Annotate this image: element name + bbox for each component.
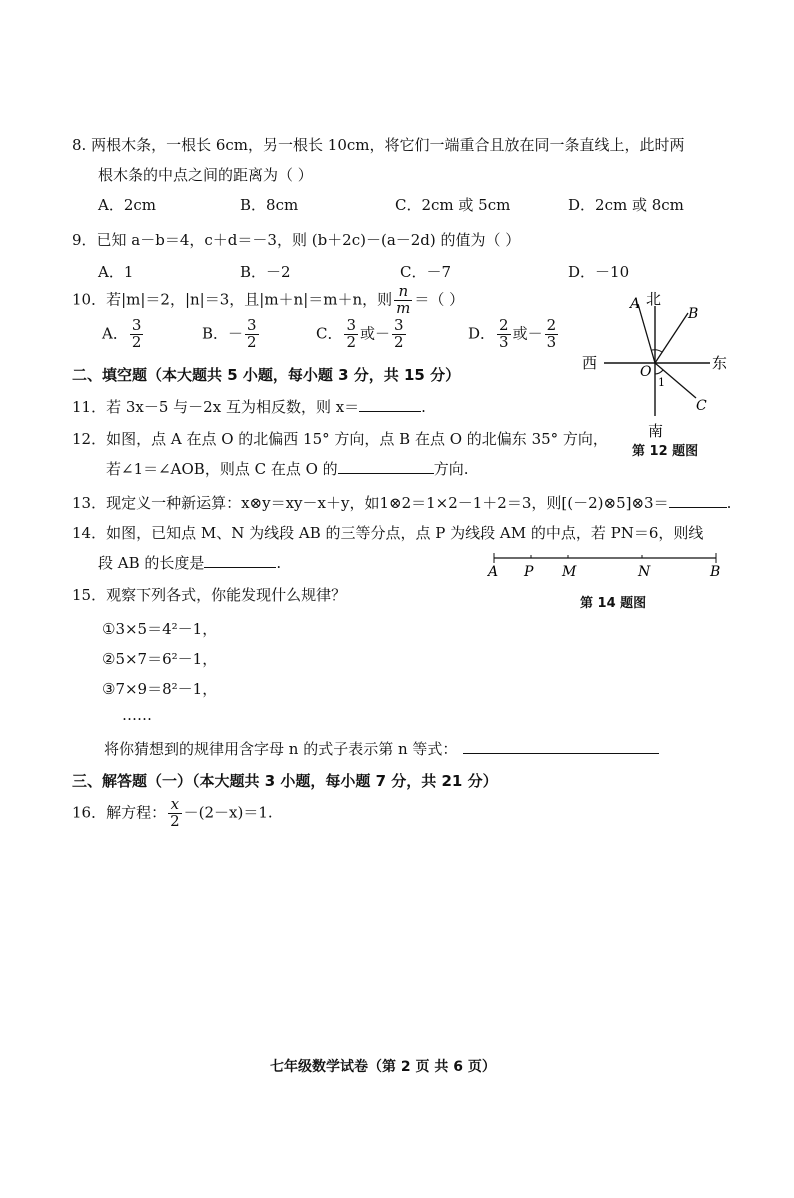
frac-num: 3 [346,316,357,334]
q14-answer-blank[interactable] [204,553,276,568]
q10-stem-pre: 10．若|m|＝2，|n|＝3，且|m＋n|＝m＋n，则 [72,290,393,309]
label-B: B [710,564,721,580]
point-b-label: B [688,306,699,322]
q10-option-c-frac1 [344,318,358,351]
frac-num: x [168,797,182,814]
q9-option-a: A．1 [98,263,134,281]
q10-option-c-or: 或－ [360,324,391,343]
frac-den: 3 [499,332,509,351]
ray-OB [655,313,688,363]
q9-stem: 9．已知 a－b＝4，c＋d＝－3，则 (b＋2c)－(a－2d) 的值为（ ） [72,231,521,249]
point-o-label: O [640,364,652,380]
q13-text: 13．现定义一种新运算：x⊗y＝xy－x＋y，如1⊗2＝1×2－1＋2＝3，则[(－2)⊗5]⊗3＝ [72,494,669,512]
q11 [72,396,426,417]
q15-ask-text: 将你猜想到的规律用含字母 n 的式子表示第 n 等式： [104,740,458,758]
q14-line2-post: . [276,554,282,572]
south-label: 南 [648,422,664,440]
q16 [72,797,273,830]
q10-option-d-label: D． [468,324,496,343]
q10-option-a-label: A． [102,324,128,343]
q12-answer-blank[interactable] [338,459,434,474]
q10-option-c-frac2 [392,318,406,351]
label-A: A [488,564,499,580]
q16-fraction-x-over-2 [168,797,182,830]
q14-line2-pre: 段 AB 的长度是 [98,554,205,572]
q15-ellipsis: …… [122,706,152,724]
north-label: 北 [646,290,662,308]
angle-aob-arc [652,350,662,352]
section-3-heading: 三、解答题（一）（本大题共 3 小题，每小题 7 分，共 21 分） [72,772,498,790]
frac-den: 2 [170,811,180,830]
q10-frac-num: n [394,284,412,301]
angle-1-arc [655,370,663,374]
q15-item-1: ①3×5＝4²－1， [102,620,218,638]
ray-OA [638,304,655,363]
q8-line1: 8. 两根木条，一根长 6cm，另一根长 10cm，将它们一端重合且放在同一条直线上，此时两 [72,136,685,154]
q11-text: 11．若 3x－5 与－2x 互为相反数，则 x＝ [72,398,360,416]
page-footer: 七年级数学试卷（第 2 页 共 6 页） [270,1059,496,1075]
q12-line2-post: 方向. [433,460,469,478]
label-P: P [524,564,534,580]
figure-12-compass [576,286,736,456]
q10-option-d-frac1 [497,318,511,351]
q15-item-3: ③7×9＝8²－1， [102,680,218,698]
figure-14-caption: 第 14 题图 [580,596,647,611]
q10-frac-den: m [396,298,411,317]
east-label: 东 [712,354,728,372]
q16-pre: 16．解方程： [72,803,167,822]
q12-line2-pre: 若∠1＝∠AOB，则点 C 在点 O 的 [106,460,338,478]
frac-den: 2 [247,332,257,351]
q8-option-a: A．2cm [98,196,157,214]
q10-stem [72,284,464,317]
q14-line2 [98,552,281,573]
q12-line2 [106,458,468,479]
q10-option-a [102,318,145,351]
frac-num: 3 [131,316,142,334]
q8-option-b: B．8cm [240,196,299,214]
frac-num: 3 [394,316,404,334]
point-c-label: C [696,398,707,414]
q9-option-d: D．－10 [568,263,630,281]
frac-num: 2 [499,316,509,334]
frac-num: 2 [546,316,557,334]
q9-option-c: C．－7 [400,263,452,281]
q10-option-b [202,318,261,351]
q15-ask [104,738,659,759]
frac-num: 3 [247,316,257,334]
q10-fraction-n-over-m [394,284,412,317]
q10-stem-post: ＝（ ） [414,290,465,309]
label-M: M [562,564,577,580]
q9-option-b: B．－2 [240,263,291,281]
frac-den: 3 [546,332,557,351]
west-label: 西 [582,354,598,372]
q10-option-d-or: 或－ [512,324,543,343]
q10-option-b-frac [245,318,259,351]
q13 [72,492,731,513]
q10-option-c-label: C． [316,324,343,343]
figure-14-segment [484,546,724,586]
q8-line2: 根木条的中点之间的距离为（ ） [98,166,313,184]
figure-12-caption: 第 12 题图 [632,444,699,459]
q11-end: . [421,398,426,416]
q10-option-d [468,318,560,351]
q15-answer-blank[interactable] [463,739,659,754]
frac-den: 2 [346,332,357,351]
label-N: N [638,564,651,580]
q13-end: . [726,494,732,512]
q8-option-c: C．2cm 或 5cm [395,196,511,214]
q12-line1: 12．如图，点 A 在点 O 的北偏西 15° 方向，点 B 在点 O 的北偏东 35° 方向， [72,430,608,448]
q10-option-b-label: B．－ [202,324,244,343]
q10-option-a-frac [130,318,144,351]
q16-post: －(2－x)＝1. [183,803,273,822]
q13-answer-blank[interactable] [669,493,727,508]
q10-option-d-frac2 [545,318,559,351]
section-2-heading: 二、填空题（本大题共 5 小题，每小题 3 分，共 15 分） [72,366,461,384]
q15-stem: 15．观察下列各式，你能发现什么规律？ [72,586,347,604]
point-a-label: A [630,296,641,312]
q15-item-2: ②5×7＝6²－1， [102,650,218,668]
q10-option-c [316,318,408,351]
q8-option-d: D．2cm 或 8cm [568,196,684,214]
frac-den: 2 [131,332,142,351]
q11-answer-blank[interactable] [359,397,421,412]
frac-den: 2 [394,332,404,351]
q14-line1: 14．如图，已知点 M、N 为线段 AB 的三等分点，点 P 为线段 AM 的中点，若 PN＝6，则线 [72,524,704,542]
angle-1-label: 1 [658,376,665,389]
